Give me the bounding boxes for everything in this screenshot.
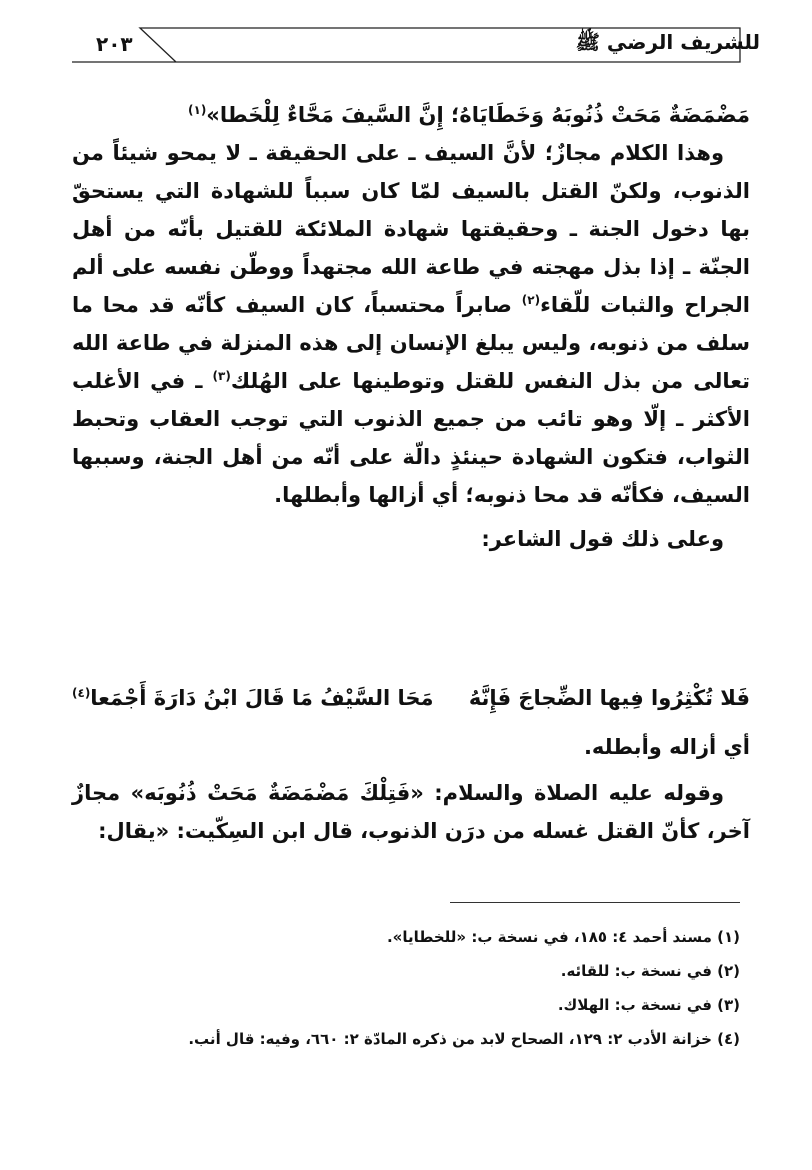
commentary-part-b: صابراً محتسباً، كان السيف كأنّه قد محا ما سلف من ذنوبه، وليس يبلغ الإنسان إلى هذه المنزلة في طاعة الله تعالى من بذل النفس للقتل وتوطينها على الهُلك: [72, 293, 750, 393]
commentary-paragraph: [72, 134, 750, 514]
commentary-part-a: وهذا الكلام مجازٌ؛ لأنَّ السيف ـ على الحقيقة ـ لا يمحو شيئاً من الذنوب، ولكنّ القتل بالسيف لمّا كان سبباً للشهادة التي يستحقّ بها دخول الجنة ـ وحقيقتها شهادة الملائكة للقتيل بأنّه من أهل الجنّة ـ إذا بذل مهجته في طاعة الله مجتهداً ووطّن نفسه على ألم الجراح والثبات للّقاء: [72, 141, 750, 317]
footnote-4: (٤) خزانة الأدب ٢: ١٢٩، الصحاح لابد من ذكره المادّة ٢: ٦٦٠، وفيه: قال أنب.: [188, 1030, 740, 1048]
poet-intro: وعلى ذلك قول الشاعر:: [481, 527, 724, 551]
page-number: ٢٠٣: [96, 32, 133, 56]
poetry-verse: [72, 686, 750, 726]
main-text-continued: [72, 728, 750, 850]
footnote-1: (١) مسند أحمد ٤: ١٨٥، في نسخة ب: «للخطايا».: [386, 928, 740, 946]
commentary-part-c: ـ في الأغلب الأكثر ـ إلّا وهو تائب من جميع الذنوب التي توجب العقاب وتحبط الثواب، فتكون الشهادة حينئذٍ دالّة على أنّه من أهل الجنة، وسببها السيف، فكأنّه قد محا ذنوبه؛ أي أزالها وأبطلها.: [72, 369, 750, 507]
footnote-3: (٣) في نسخة ب: الهلاك.: [557, 996, 740, 1014]
footnote-ref-1: (١): [188, 103, 207, 117]
hadith-fragment: [72, 96, 750, 134]
main-text: [72, 96, 750, 558]
verse-second-hemistich: [72, 686, 434, 710]
footnote-ref-3: (٣): [212, 369, 231, 383]
verse-second-text: مَحَا السَّيْفُ مَا قَالَ ابْنُ دَارَةَ أَجْمَعا: [90, 686, 434, 710]
footnote-2: (٢) في نسخة ب: للقائه.: [560, 962, 740, 980]
verse-first-hemistich: فَلا تُكْثِرُوا فِيها الضِّجاجَ فَإِنَّهُ: [468, 686, 750, 710]
footnote-divider: [450, 902, 740, 903]
footnote-ref-4: (٤): [72, 686, 91, 700]
footnote-ref-2: (٢): [521, 293, 541, 307]
footnotes: [80, 920, 740, 1056]
verse-explanation: أي أزاله وأبطله.: [583, 735, 750, 759]
second-metaphor-paragraph: وقوله عليه الصلاة والسلام: «فَتِلْكَ مَضْمَضَةٌ مَحَتْ ذُنُوبَه» مجازٌ آخر، كأنّ القتل غسله من درَن الذنوب، قال ابن السِكّيت: «يقال:: [72, 781, 750, 843]
running-title: للشريف الرضي ﷺ: [575, 30, 760, 54]
hadith-text: مَضْمَضَةٌ مَحَتْ ذُنُوبَهُ وَخَطَايَاهُ؛ إِنَّ السَّيفَ مَحَّاءٌ لِلْخَطا»: [206, 103, 750, 127]
